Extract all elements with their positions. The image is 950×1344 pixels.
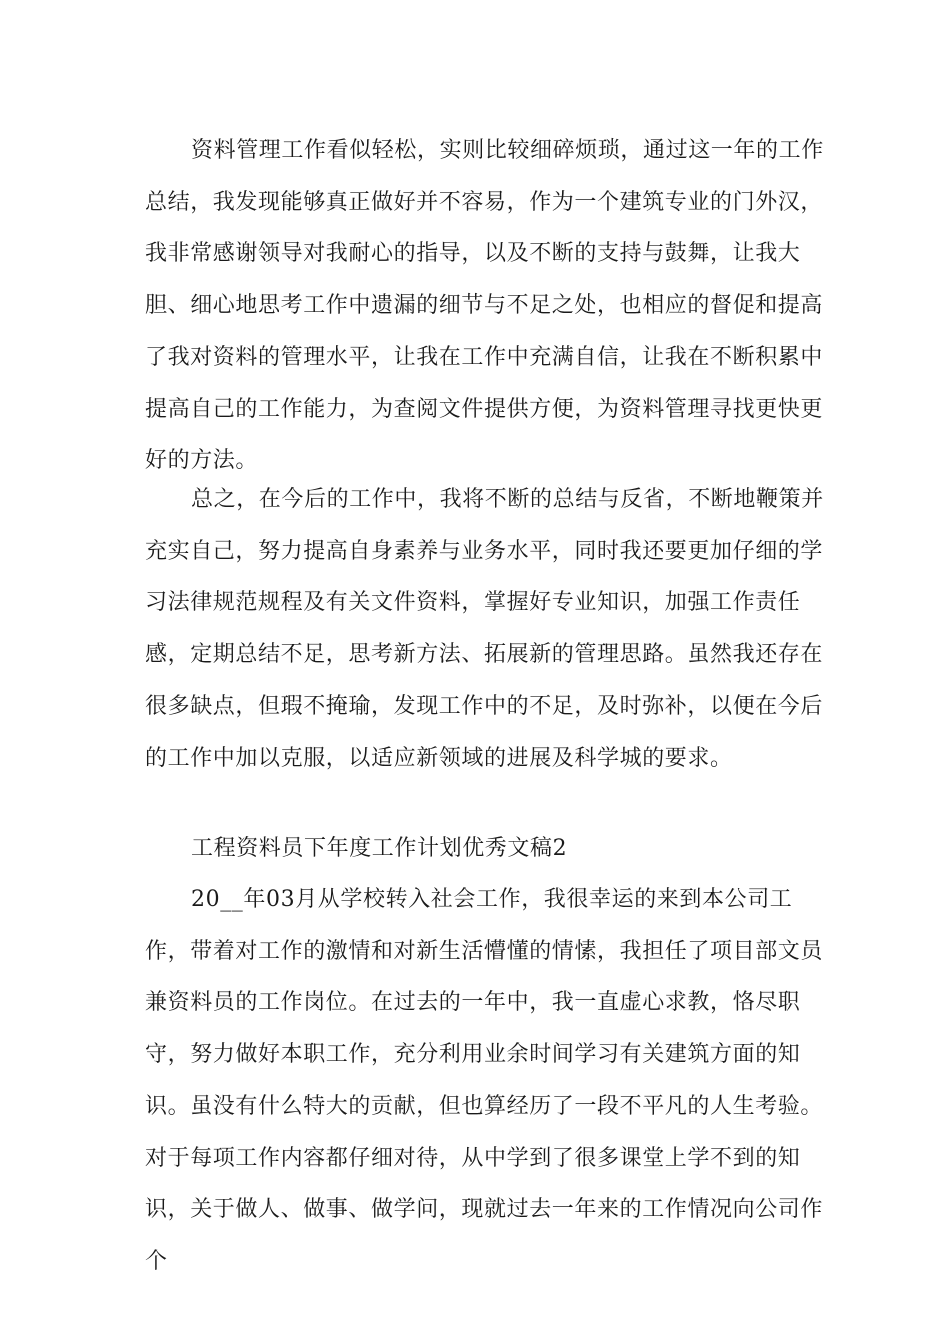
paragraph-summary-reflection: 资料管理工作看似轻松，实则比较细碎烦琐，通过这一年的工作总结，我发现能够真正做好并不容易，作为一个建筑专业的门外汉，我非常感谢领导对我耐心的指导，以及不断的支持与鼓舞，让我大胆、细心地思考工作中遗漏的细节与不足之处，也相应的督促和提高了我对资料的管理水平，让我在工作中充满自信，让我在不断积累中提高自己的工作能力，为查阅文件提供方便，为资料管理寻找更快更好的方法。 <box>145 138 824 474</box>
paragraph-conclusion: 总之，在今后的工作中，我将不断的总结与反省，不断地鞭策并充实自己，努力提高自身素养与业务水平，同时我还要更加仔细的学习法律规范规程及有关文件资料，掌握好专业知识，加强工作责任感，定期总结不足，思考新方法、拓展新的管理思路。虽然我还存在很多缺点，但瑕不掩瑜，发现工作中的不足，及时弥补，以便在今后的工作中加以克服，以适应新领域的进展及科学城的要求。 <box>145 487 824 771</box>
section-heading: 工程资料员下年度工作计划优秀文稿2 <box>191 836 568 861</box>
paragraph-work-plan-intro: 20__年03月从学校转入社会工作，我很幸运的来到本公司工作，带着对工作的激情和对新生活懵懂的情愫，我担任了项目部文员兼资料员的工作岗位。在过去的一年中，我一直虚心求教，恪尽职守，努力做好本职工作，充分利用业余时间学习有关建筑方面的知识。虽没有什么特大的贡献，但也算经历了一段不平凡的人生考验。对于每项工作内容都仔细对待，从中学到了很多课堂上学不到的知识，关于做人、做事、做学问，现就过去一年来的工作情况向公司作个 <box>145 887 824 1274</box>
